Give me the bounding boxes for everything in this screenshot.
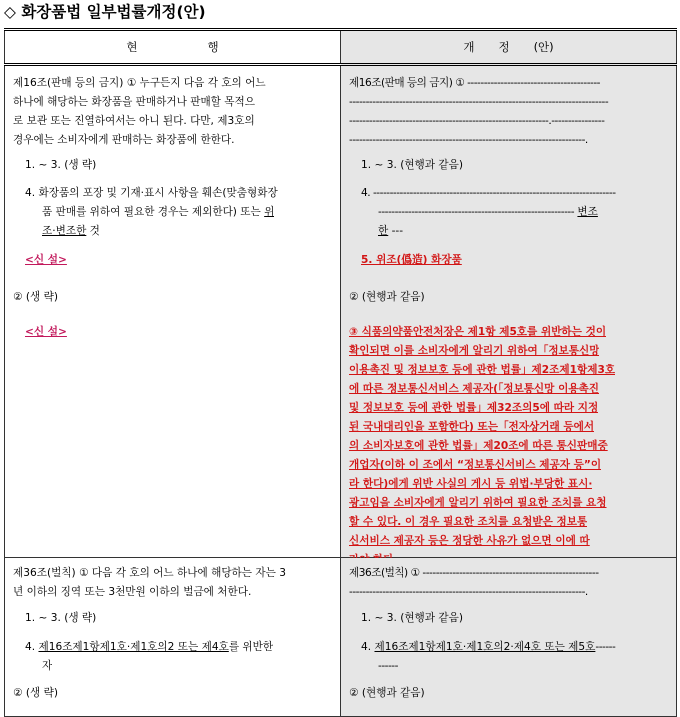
proposed-article-16-cell <box>341 65 677 558</box>
header-current-char-1: 현 <box>126 39 138 54</box>
current-art16-line: 하나에 해당하는 화장품을 판매하거나 판매할 목적으 <box>13 96 255 108</box>
current-art16-items: 1. ~ 3. (생 략) <box>25 159 97 171</box>
proposed-art36-items: 1. ~ 3. (현행과 같음) <box>361 612 463 624</box>
current-item4-underlined: 위 <box>264 206 275 218</box>
current-para2: ② (생 략) <box>13 291 58 303</box>
proposed-column-header <box>341 30 677 65</box>
proposed-item4-line-1: 4. ------------------------------------------------------------------------- <box>361 187 616 199</box>
proposed-art16-line: 제16조(판매 등의 금지) ① ---------------------------------------- <box>349 77 600 89</box>
current-item4-line-1: 4. 화장품의 포장 및 기재·표시 사항을 훼손(맞춤형화장 <box>25 187 278 199</box>
current-item4-underlined: 조·변조한 <box>42 225 87 237</box>
page-title: ◇ 화장품법 일부법률개정(안) <box>4 3 206 21</box>
proposed-para3-line: 확인되면 이를 소비자에게 알리기 위하여「정보통신망 <box>349 345 600 357</box>
proposed-art36-line: 제36조(벌칙) ① ----------------------------------------------------- <box>349 567 599 579</box>
current-art36-item4-text: 4. <box>25 641 39 653</box>
proposed-art36-para2: ② (현행과 같음) <box>349 687 425 699</box>
table-header-row <box>5 30 677 65</box>
proposed-para3-line: 에 따른 정보통신서비스 제공자(「정보통신망 이용촉진 <box>349 383 600 395</box>
proposed-para3-line: 된 국내대리인을 포함한다) 또는「전자상거래 등에서 <box>349 421 595 433</box>
current-column-header <box>5 30 341 65</box>
proposed-item4-line-2 <box>378 203 670 222</box>
proposed-art16-line: ------------------------------------------------------------------------------ <box>349 96 609 108</box>
current-art36-item4-text: 를 위반한 <box>228 641 274 653</box>
current-item4-text: 것 <box>86 225 100 237</box>
header-proposed-char-3: (안) <box>533 39 554 54</box>
current-art16-line: 로 보관 또는 진열하여서는 아니 된다. 다만, 제3호의 <box>13 115 255 127</box>
proposed-item4-text: --- <box>388 225 404 237</box>
current-art36-item4-underlined: 제16조제1항제1호·제1호의2 또는 제4호 <box>38 641 229 653</box>
proposed-art36-item4-dashes: ------ <box>595 641 616 653</box>
current-item4-line-2 <box>42 203 274 222</box>
proposed-item5: 5. 위조(僞造) 화장품 <box>361 254 462 266</box>
proposed-item4-dashes: ----------------------------------------------------------- <box>378 206 575 218</box>
proposed-para3-line: ③ 식품의약품안전처장은 제1항 제5호를 위반하는 것이 <box>349 326 607 338</box>
current-art36-item4-line-2: 자 <box>42 660 53 672</box>
current-item4-text: 품 판매를 위하여 필요한 경우는 제외한다) 또는 <box>42 206 265 218</box>
proposed-item4-underlined: 변조 <box>577 206 598 218</box>
current-art36-item4-line-1 <box>25 638 273 657</box>
current-art16-line: 제16조(판매 등의 금지) ① 누구든지 다음 각 호의 어느 <box>13 77 266 89</box>
article-36-row <box>5 558 677 717</box>
current-art16-line: 경우에는 소비자에게 판매하는 화장품에 한한다. <box>13 134 235 146</box>
current-new-marker-2: <신 설> <box>25 326 67 338</box>
current-art36-line: 제36조(벌칙) ① 다음 각 호의 어느 하나에 해당하는 자는 3 <box>13 567 286 579</box>
proposed-para3-line: 할 수 있다. 이 경우 필요한 조치를 요청받은 정보통 <box>349 516 588 528</box>
proposed-para2: ② (현행과 같음) <box>349 291 425 303</box>
proposed-para3-line: 광고임을 소비자에게 알리기 위하여 필요한 조치를 요청 <box>349 497 607 509</box>
header-proposed-char-1: 개 <box>463 39 475 54</box>
proposed-para3-line: 개업자(이하 이 조에서 “정보통신서비스 제공자 등”이 <box>349 459 602 471</box>
header-current-char-2: 행 <box>207 39 219 54</box>
proposed-article-36-cell <box>341 558 677 717</box>
current-article-36-cell <box>5 558 341 717</box>
proposed-art36-item4-line-1 <box>361 638 667 657</box>
header-proposed-char-2: 정 <box>498 39 510 54</box>
comparison-table <box>4 28 677 717</box>
proposed-art36-line: -----------------------------------------------------------------------. <box>349 586 588 598</box>
current-art36-items: 1. ~ 3. (생 략) <box>25 612 97 624</box>
current-article-16-cell <box>5 65 341 558</box>
current-art36-para2: ② (생 략) <box>13 687 58 699</box>
proposed-art36-item4-underlined: 제16조제1항제1호·제1호의2·제4호 또는 제5호 <box>374 641 596 653</box>
proposed-art16-items: 1. ~ 3. (현행과 같음) <box>361 159 463 171</box>
proposed-art36-item4-text: 4. <box>361 641 375 653</box>
proposed-item4-underlined: 한 <box>378 225 389 237</box>
proposed-art16-line: ------------------------------------------------------------.---------------- <box>349 115 605 127</box>
proposed-para3-line: 이용촉진 및 정보보호 등에 관한 법률」제2조제1항제3호 <box>349 364 616 376</box>
proposed-art16-line: -----------------------------------------------------------------------. <box>349 134 588 146</box>
proposed-item4-line-3 <box>378 222 403 241</box>
proposed-para3-line: 의 소비자보호에 관한 법률」제20조에 따른 통신판매중 <box>349 440 608 452</box>
current-art36-line: 년 이하의 징역 또는 3천만원 이하의 벌금에 처한다. <box>13 586 252 598</box>
current-new-marker-1: <신 설> <box>25 254 67 266</box>
proposed-para3-line: 라 한다)에게 위반 사실의 게시 등 위법·부당한 표시· <box>349 478 593 490</box>
proposed-para3-line: 및 정보보호 등에 관한 법률」제32조의5에 따라 지정 <box>349 402 599 414</box>
proposed-art36-item4-line-2: ------ <box>378 660 398 672</box>
proposed-para3-line: 신서비스 제공자 등은 정당한 사유가 없으면 이에 따 <box>349 535 590 547</box>
article-16-row <box>5 65 677 558</box>
current-item4-line-3 <box>42 222 100 241</box>
